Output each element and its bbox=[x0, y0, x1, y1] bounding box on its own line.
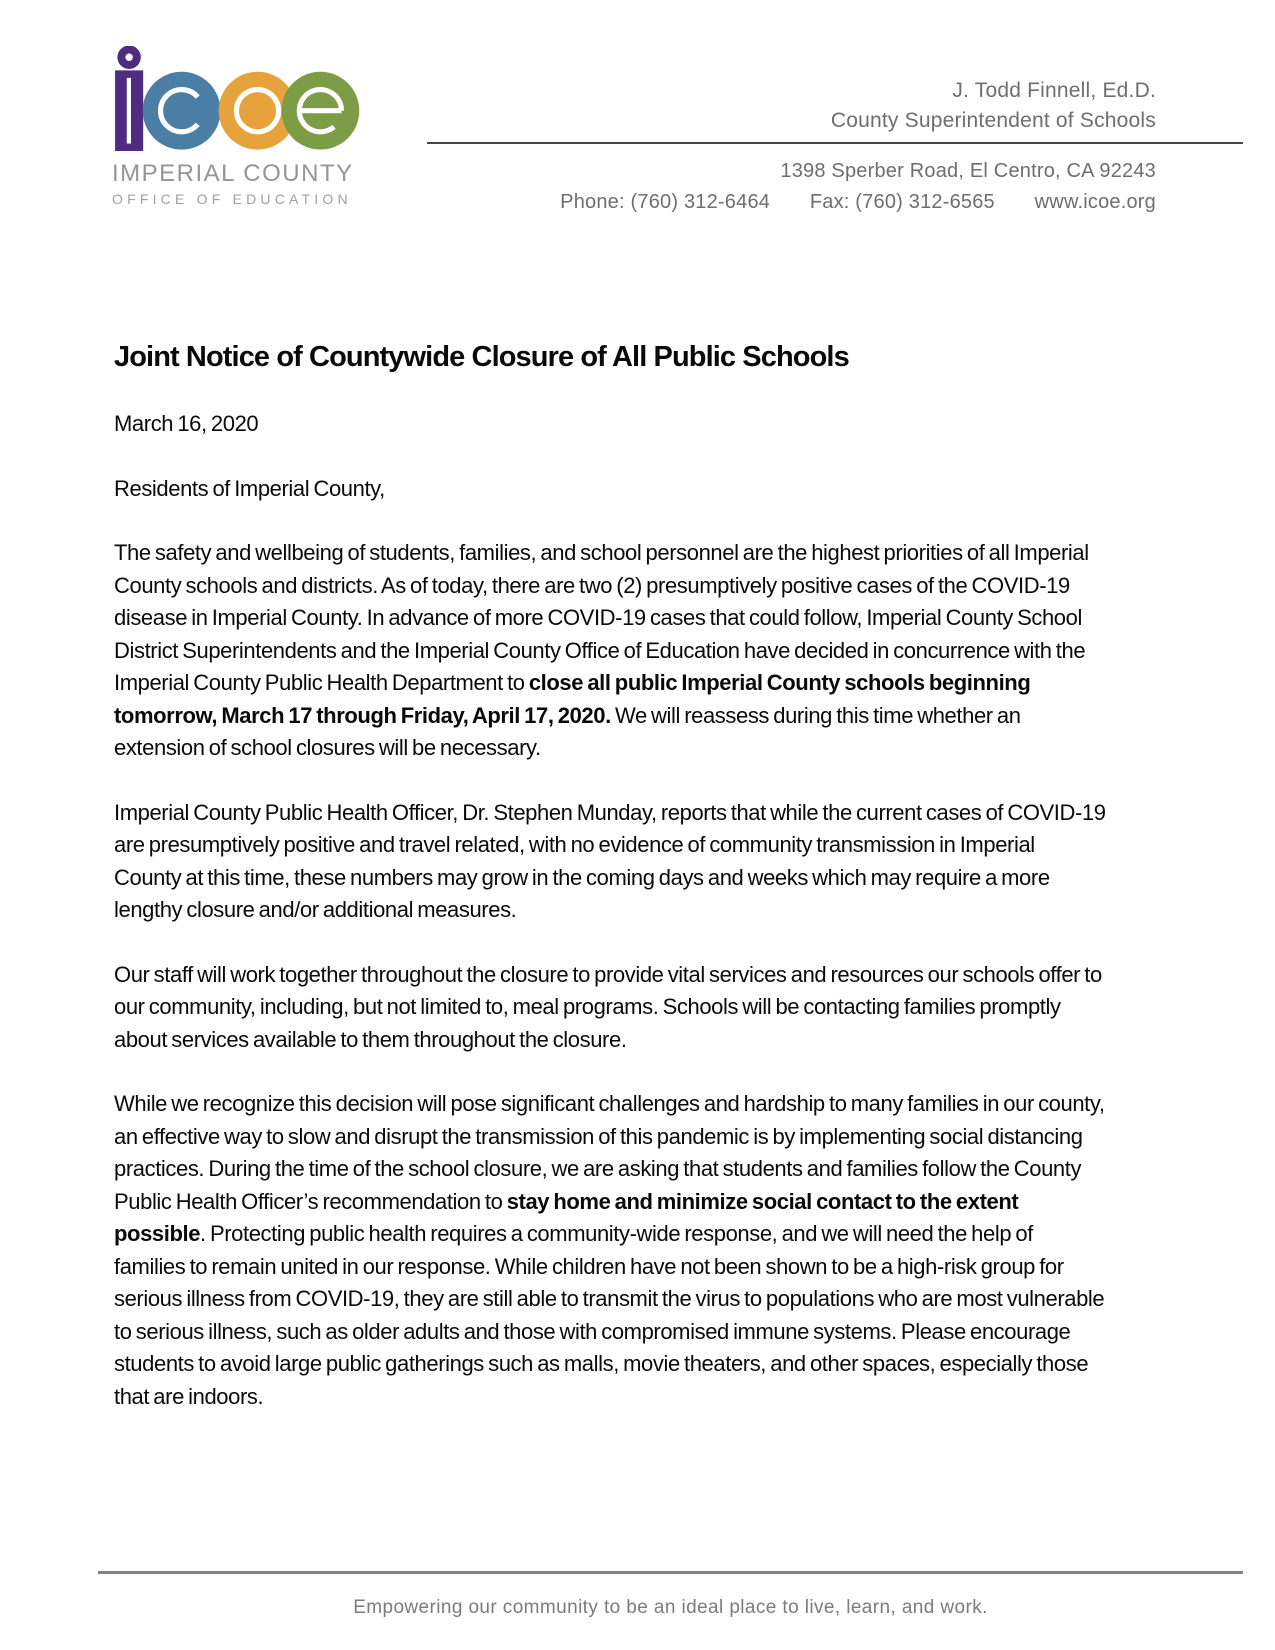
bold-text-run: close all public Imperial County schools beginning tomorrow, March 17 through Friday, April 17, 2020. bbox=[114, 670, 1031, 728]
paragraph-3 bbox=[114, 959, 1106, 1057]
logo-org-name: IMPERIAL COUNTY bbox=[112, 160, 354, 187]
fax-number: Fax: (760) 312-6565 bbox=[809, 191, 995, 213]
contact-line bbox=[560, 187, 1156, 218]
logo-letter-c-circle bbox=[143, 72, 221, 150]
footer-divider bbox=[98, 1571, 1243, 1574]
address-block bbox=[560, 156, 1156, 218]
icoe-logo-icon bbox=[112, 46, 360, 151]
text-run: We will reassess during this time whether an extension of school closures will be necessary. bbox=[114, 702, 1021, 760]
letter-date: March 16, 2020 bbox=[114, 411, 259, 436]
text-run: Imperial County Public Health Officer, Dr. Stephen Munday, reports that while the current cases of COVID-19 are presumptively positive and travel related, with no evidence of community transmission in Imperial County at this time, these numbers may grow in the coming days and weeks which may require a more lengthy closure and/or additional measures. bbox=[114, 799, 1106, 922]
salutation: Residents of Imperial County, bbox=[114, 475, 385, 501]
logo-org-subtitle: OFFICE OF EDUCATION bbox=[112, 191, 352, 207]
text-run: Our staff will work together throughout the closure to provide vital services and resources our schools offer to our community, including, but not limited to, meal programs. Schools will be contacting families promptly about services available to them throughout the closure. bbox=[114, 961, 1102, 1052]
website-url: www.icoe.org bbox=[1034, 191, 1156, 213]
letter-body bbox=[114, 336, 1106, 1445]
paragraph-4 bbox=[114, 1088, 1106, 1413]
street-address: 1398 Sperber Road, El Centro, CA 92243 bbox=[780, 160, 1156, 182]
icoe-logo bbox=[112, 46, 362, 207]
text-run: The safety and wellbeing of students, families, and school personnel are the highest priorities of all Imperial County schools and districts. As of today, there are two (2) presumptively positive cases of the COVID-19 disease in Imperial County. In advance of more COVID-19 cases that could follow, Imperial County School District Superintendents and the Imperial County Office of Education have decided in concurrence with the Imperial County Public Health Department to bbox=[114, 540, 1089, 695]
superintendent-name: J. Todd Finnell, Ed.D. bbox=[952, 79, 1156, 102]
logo-letter-i-dot-hole bbox=[125, 54, 133, 62]
paragraph-1 bbox=[114, 537, 1106, 765]
letter-title: Joint Notice of Countywide Closure of All Public Schools bbox=[114, 341, 849, 373]
superintendent-block bbox=[831, 76, 1156, 136]
text-run: . Protecting public health requires a community-wide response, and we will need the help of families to remain united in our response. While children have not been shown to be a high-risk group for serious illness from COVID-19, they are still able to transmit the virus to populations who are most vulnerable to serious illness, such as older adults and those with compromised immune systems. Please encourage students to avoid large public gatherings such as malls, movie theaters, and other spaces, especially those that are indoors. bbox=[114, 1221, 1105, 1409]
superintendent-title: County Superintendent of Schools bbox=[830, 109, 1156, 132]
header-divider bbox=[427, 142, 1243, 144]
paragraph-2 bbox=[114, 797, 1106, 927]
phone-number: Phone: (760) 312-6464 bbox=[560, 191, 771, 213]
logo-letter-i-stem-line bbox=[127, 78, 131, 144]
footer-motto: Empowering our community to be an ideal place to live, learn, and work. bbox=[353, 1597, 988, 1618]
bold-text-run: stay home and minimize social contact to the extent possible bbox=[114, 1188, 1019, 1246]
text-run: While we recognize this decision will pose significant challenges and hardship to many families in our county, an effective way to slow and disrupt the transmission of this pandemic is by implementing social distancing practices. During the time of the school closure, we are asking that students and families follow the County Public Health Officer’s recommendation to bbox=[114, 1091, 1105, 1214]
